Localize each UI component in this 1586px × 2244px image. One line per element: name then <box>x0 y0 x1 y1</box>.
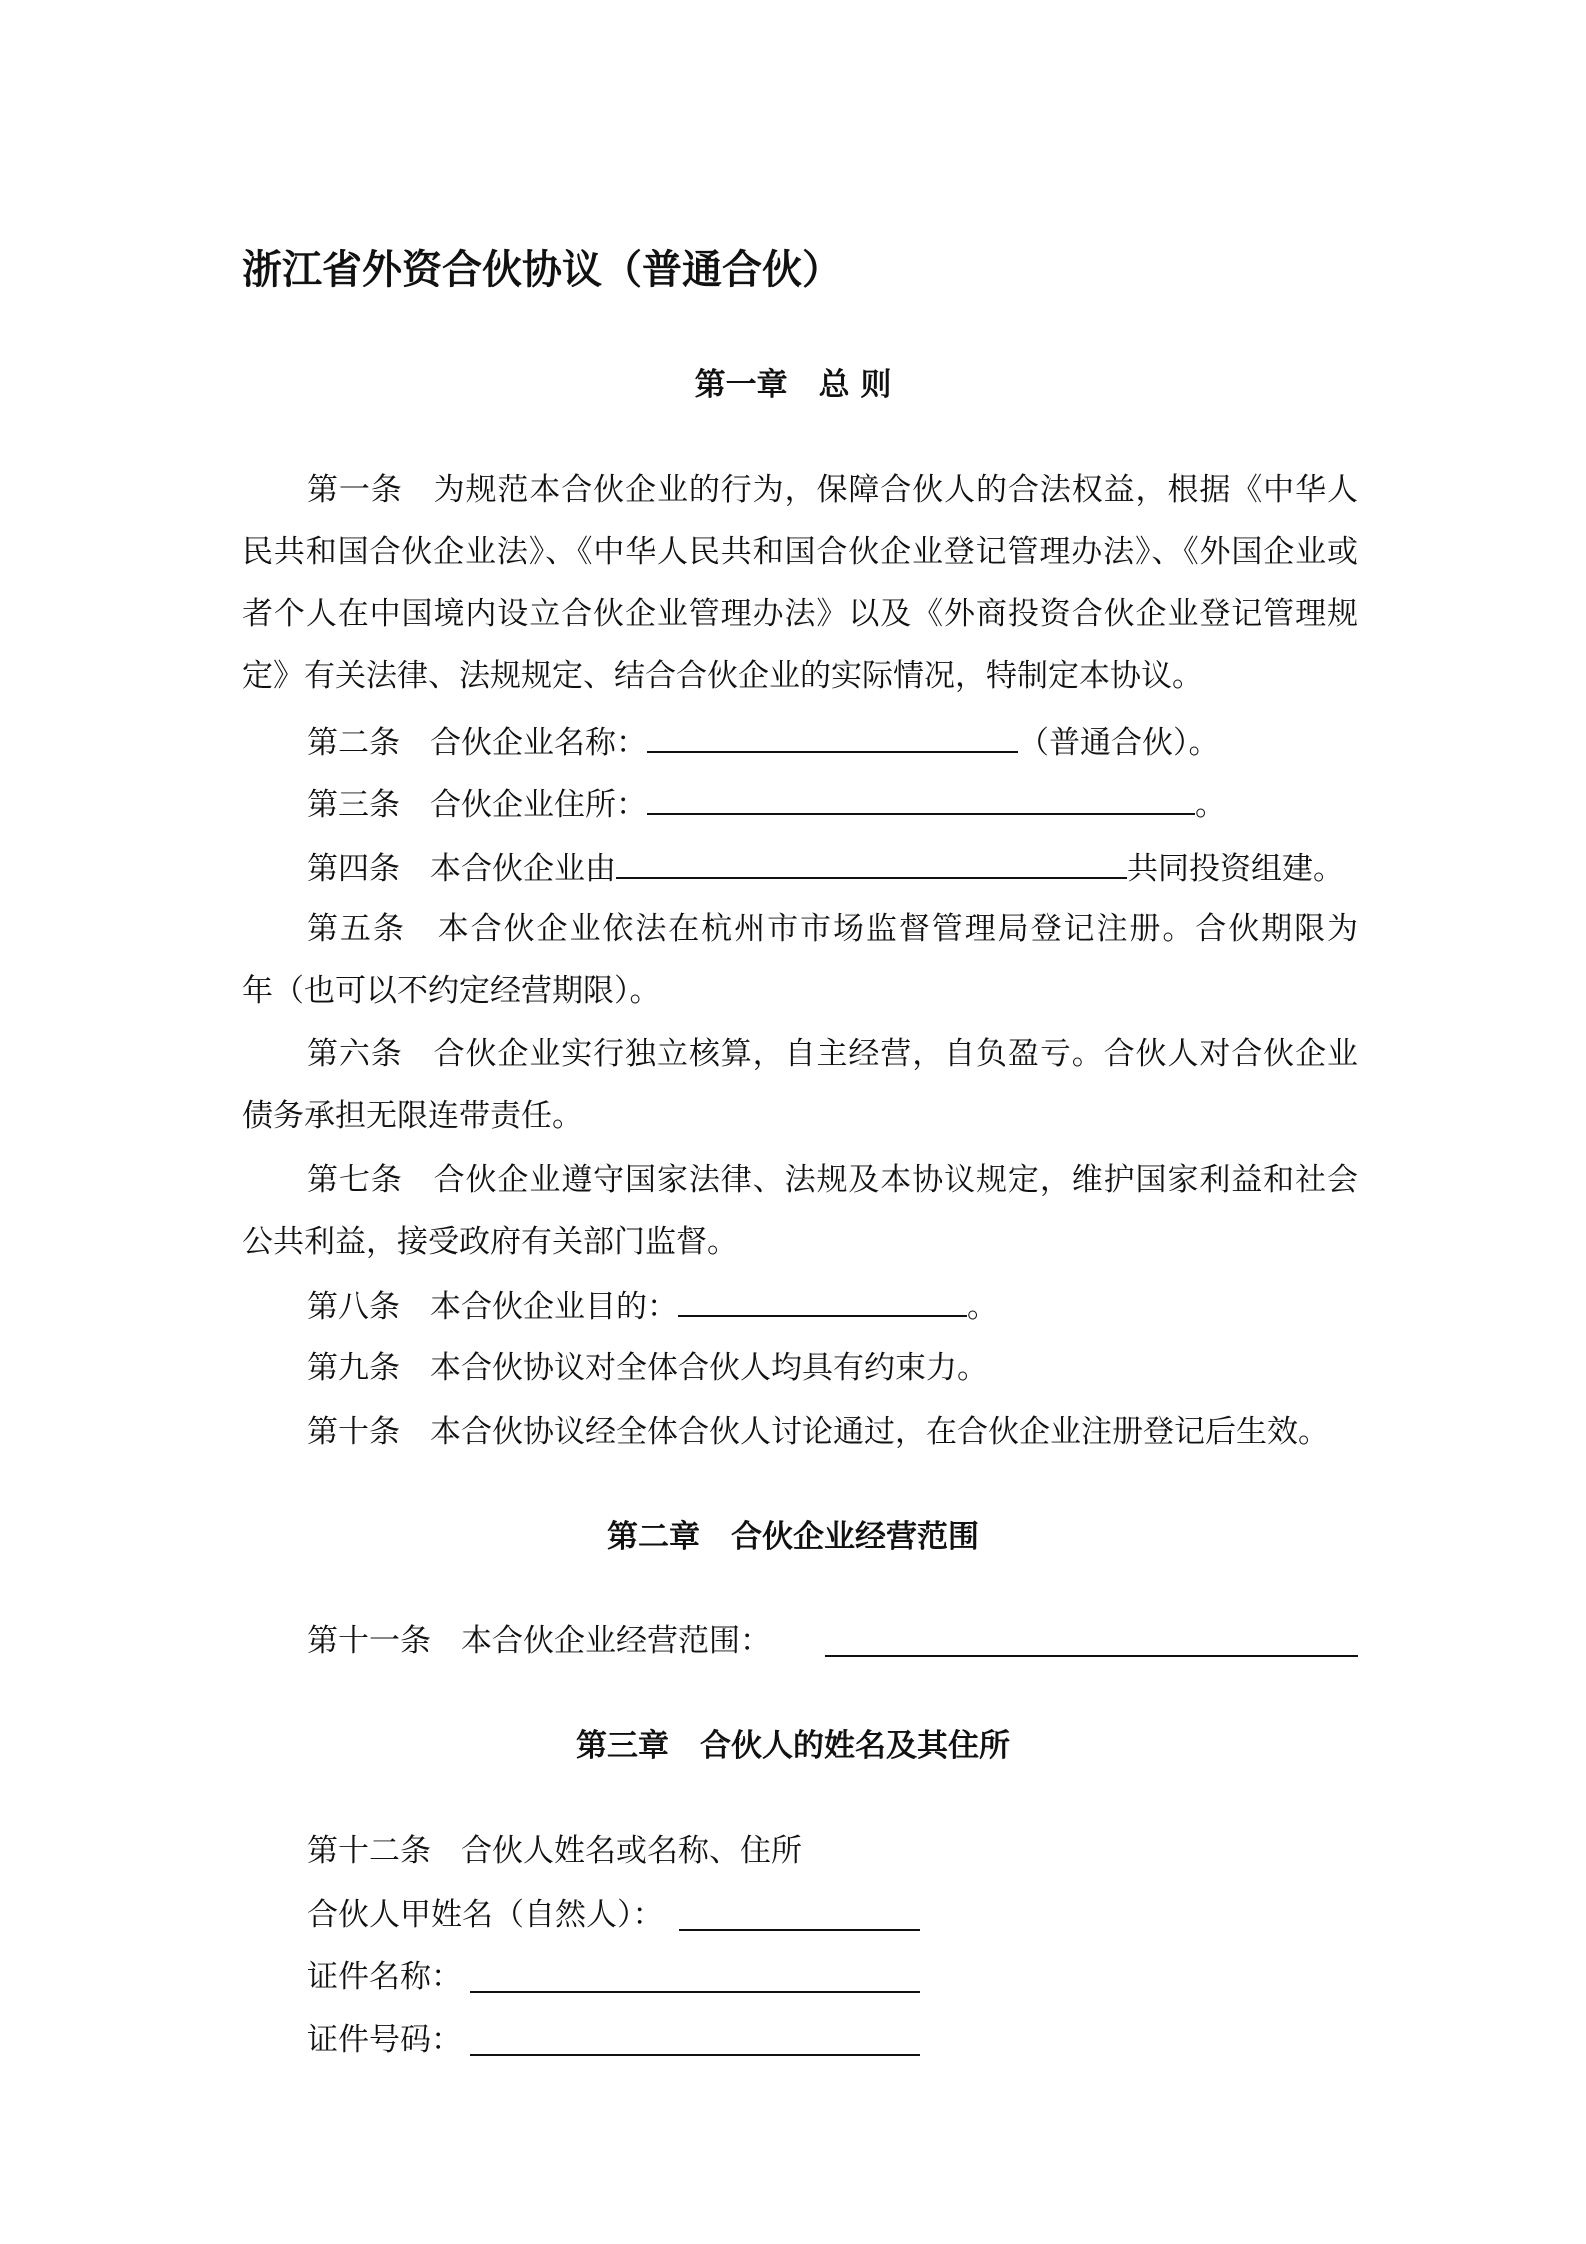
partner-name-label: 合伙人甲姓名（自然人）： <box>307 1897 664 1933</box>
partner-name-field[interactable] <box>679 1899 920 1931</box>
chapter-3-heading: 第三章 合伙人的姓名及其住所 <box>576 1728 1010 1764</box>
enterprise-name-field[interactable] <box>647 721 1018 753</box>
id-type-label: 证件名称： <box>307 1959 462 1995</box>
id-number-label: 证件号码： <box>307 2022 462 2058</box>
article-10 <box>307 1412 1329 1452</box>
id-number-row <box>307 2020 462 2060</box>
article-text: 本合伙企业由 <box>430 851 616 887</box>
article-text: 年（也可以不约定经营期限）。 <box>242 973 661 1009</box>
partner-name-row <box>307 1895 664 1935</box>
id-type-field[interactable] <box>470 1961 920 1993</box>
article-number: 第一条 <box>307 472 403 508</box>
article-number: 第二条 <box>307 725 400 761</box>
article-text: 者个人在中国境内设立合伙企业管理办法》以及《外商投资合伙企业登记管理规 <box>242 596 1358 632</box>
id-number-field[interactable] <box>470 2024 920 2056</box>
article-text: 公共利益，接受政府有关部门监督。 <box>242 1224 738 1260</box>
article-number: 第五条 <box>307 911 406 947</box>
article-number: 第九条 <box>307 1350 400 1386</box>
article-text: 。 <box>967 1289 998 1325</box>
article-2 <box>307 721 1220 763</box>
business-scope-field[interactable] <box>825 1625 1358 1657</box>
article-text: 合伙企业名称： <box>430 725 647 761</box>
article-number: 第四条 <box>307 851 400 887</box>
article-text: 本合伙协议经全体合伙人讨论通过，在合伙企业注册登记后生效。 <box>430 1414 1329 1450</box>
chapter-2-heading: 第二章 合伙企业经营范围 <box>607 1519 979 1555</box>
article-11 <box>307 1621 771 1661</box>
chapter-1-heading: 第一章 总 则 <box>694 367 892 403</box>
article-text: 本合伙企业经营范围： <box>461 1623 771 1659</box>
article-3 <box>307 783 1226 825</box>
article-text: 合伙人姓名或名称、住所 <box>461 1833 802 1869</box>
article-number: 第十条 <box>307 1414 400 1450</box>
article-text: 为规范本合伙企业的行为，保障合伙人的合法权益，根据《中华人 <box>432 472 1358 508</box>
article-9 <box>307 1348 988 1388</box>
article-text: 本合伙协议对全体合伙人均具有约束力。 <box>430 1350 988 1386</box>
article-number: 第六条 <box>307 1036 403 1072</box>
article-text: 定》有关法律、法规规定、结合合伙企业的实际情况，特制定本协议。 <box>242 658 1203 694</box>
article-text: 。 <box>1195 787 1226 823</box>
investors-field[interactable] <box>616 847 1127 879</box>
article-4 <box>307 847 1344 889</box>
article-number: 第七条 <box>307 1162 403 1198</box>
article-number: 第三条 <box>307 787 400 823</box>
article-text: 共同投资组建。 <box>1127 851 1344 887</box>
id-type-row <box>307 1957 462 1997</box>
article-number: 第十二条 <box>307 1833 431 1869</box>
article-text: 合伙企业实行独立核算，自主经营，自负盈亏。合伙人对合伙企业 <box>432 1036 1358 1072</box>
article-12 <box>307 1831 802 1871</box>
enterprise-address-field[interactable] <box>647 783 1195 815</box>
article-text: 债务承担无限连带责任。 <box>242 1098 583 1134</box>
enterprise-purpose-field[interactable] <box>678 1285 967 1317</box>
article-text: 民共和国合伙企业法》、《中华人民共和国合伙企业登记管理办法》、《外国企业或 <box>242 534 1358 570</box>
article-8 <box>307 1285 998 1327</box>
document-title: 浙江省外资合伙协议（普通合伙） <box>242 247 842 293</box>
article-number: 第八条 <box>307 1289 400 1325</box>
article-text: 本合伙企业依法在杭州市市场监督管理局登记注册。合伙期限为 <box>435 911 1359 947</box>
article-text: 合伙企业遵守国家法律、法规及本协议规定，维护国家利益和社会 <box>432 1162 1358 1198</box>
article-number: 第十一条 <box>307 1623 431 1659</box>
article-text: 合伙企业住所： <box>430 787 647 823</box>
article-text: （普通合伙）。 <box>1018 725 1220 761</box>
article-text: 本合伙企业目的： <box>430 1289 678 1325</box>
